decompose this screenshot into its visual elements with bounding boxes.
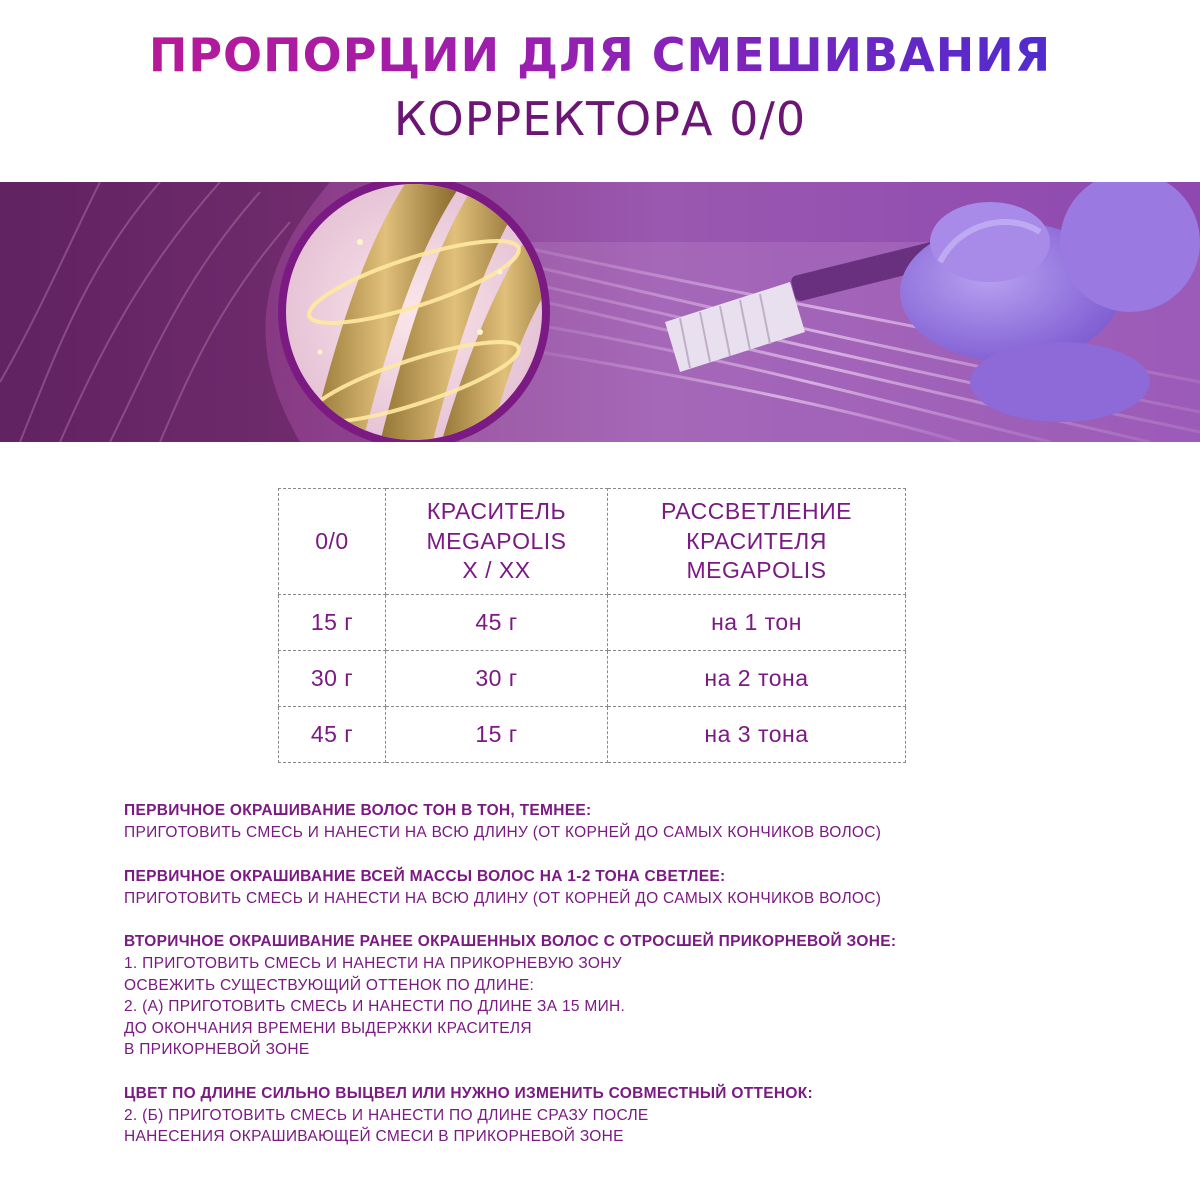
table-row — [279, 595, 906, 651]
instruction-line: ОСВЕЖИТЬ СУЩЕСТВУЮЩИЙ ОТТЕНОК ПО ДЛИНЕ: — [124, 976, 535, 994]
table-cell: 30 г — [279, 651, 386, 707]
instruction-heading: ПЕРВИЧНОЕ ОКРАШИВАНИЕ ВСЕЙ МАССЫ ВОЛОС НА 1-2 ТОНА СВЕТЛЕЕ: — [124, 867, 726, 885]
instruction-heading: ЦВЕТ ПО ДЛИНЕ СИЛЬНО ВЫЦВЕЛ ИЛИ НУЖНО ИЗМЕНИТЬ СОВМЕСТНЫЙ ОТТЕНОК: — [124, 1084, 813, 1102]
table-cell: 15 г — [386, 707, 608, 763]
hair-coloring-banner — [0, 182, 1200, 442]
instruction-block — [124, 866, 1124, 910]
instruction-heading: ВТОРИЧНОЕ ОКРАШИВАНИЕ РАНЕЕ ОКРАШЕННЫХ ВОЛОС С ОТРОСШЕЙ ПРИКОРНЕВОЙ ЗОНЕ: — [124, 933, 897, 950]
instruction-line: ДО ОКОНЧАНИЯ ВРЕМЕНИ ВЫДЕРЖКИ КРАСИТЕЛЯ — [124, 1019, 532, 1037]
table-header-row — [279, 489, 906, 595]
instruction-block — [124, 1083, 1124, 1148]
table-cell: 45 г — [386, 595, 608, 651]
instruction-line: 1. ПРИГОТОВИТЬ СМЕСЬ И НАНЕСТИ НА ПРИКОРНЕВУЮ ЗОНУ — [124, 955, 622, 972]
page-title: ПРОПОРЦИИ ДЛЯ СМЕШИВАНИЯ — [0, 28, 1200, 82]
table-row — [279, 651, 906, 707]
table-row — [279, 707, 906, 763]
page-subtitle: КОРРЕКТОРА 0/0 — [393, 92, 807, 146]
instruction-line: ПРИГОТОВИТЬ СМЕСЬ И НАНЕСТИ НА ВСЮ ДЛИНУ (ОТ КОРНЕЙ ДО САМЫХ КОНЧИКОВ ВОЛОС) — [124, 824, 882, 841]
header-corrector: 0/0 — [279, 489, 386, 595]
instructions — [124, 800, 1124, 1170]
table-cell: 30 г — [386, 651, 608, 707]
instruction-line: 2. (А) ПРИГОТОВИТЬ СМЕСЬ И НАНЕСТИ ПО ДЛИНЕ ЗА 15 МИН. — [124, 998, 626, 1015]
instruction-line: НАНЕСЕНИЯ ОКРАШИВАЮЩЕЙ СМЕСИ В ПРИКОРНЕВОЙ ЗОНЕ — [124, 1128, 624, 1145]
instruction-line: ПРИГОТОВИТЬ СМЕСЬ И НАНЕСТИ НА ВСЮ ДЛИНУ (ОТ КОРНЕЙ ДО САМЫХ КОНЧИКОВ ВОЛОС) — [124, 889, 882, 907]
table-cell: на 2 тона — [608, 651, 906, 707]
instruction-line: В ПРИКОРНЕВОЙ ЗОНЕ — [124, 1041, 310, 1058]
header-dye: КРАСИТЕЛЬ MEGAPOLIS X / XX — [386, 489, 608, 595]
mixing-proportions-table — [278, 488, 905, 763]
table-cell: на 1 тон — [608, 595, 906, 651]
table-cell: на 3 тона — [608, 707, 906, 763]
table-cell: 45 г — [279, 707, 386, 763]
instruction-heading: ПЕРВИЧНОЕ ОКРАШИВАНИЕ ВОЛОС ТОН В ТОН, ТЕМНЕЕ: — [124, 802, 592, 819]
instruction-block — [124, 931, 1124, 1061]
table-cell: 15 г — [279, 595, 386, 651]
header-lightening: РАССВЕТЛЕНИЕ КРАСИТЕЛЯ MEGAPOLIS — [608, 489, 906, 595]
instruction-block — [124, 800, 1124, 844]
instruction-line: 2. (Б) ПРИГОТОВИТЬ СМЕСЬ И НАНЕСТИ ПО ДЛИНЕ СРАЗУ ПОСЛЕ — [124, 1106, 649, 1124]
